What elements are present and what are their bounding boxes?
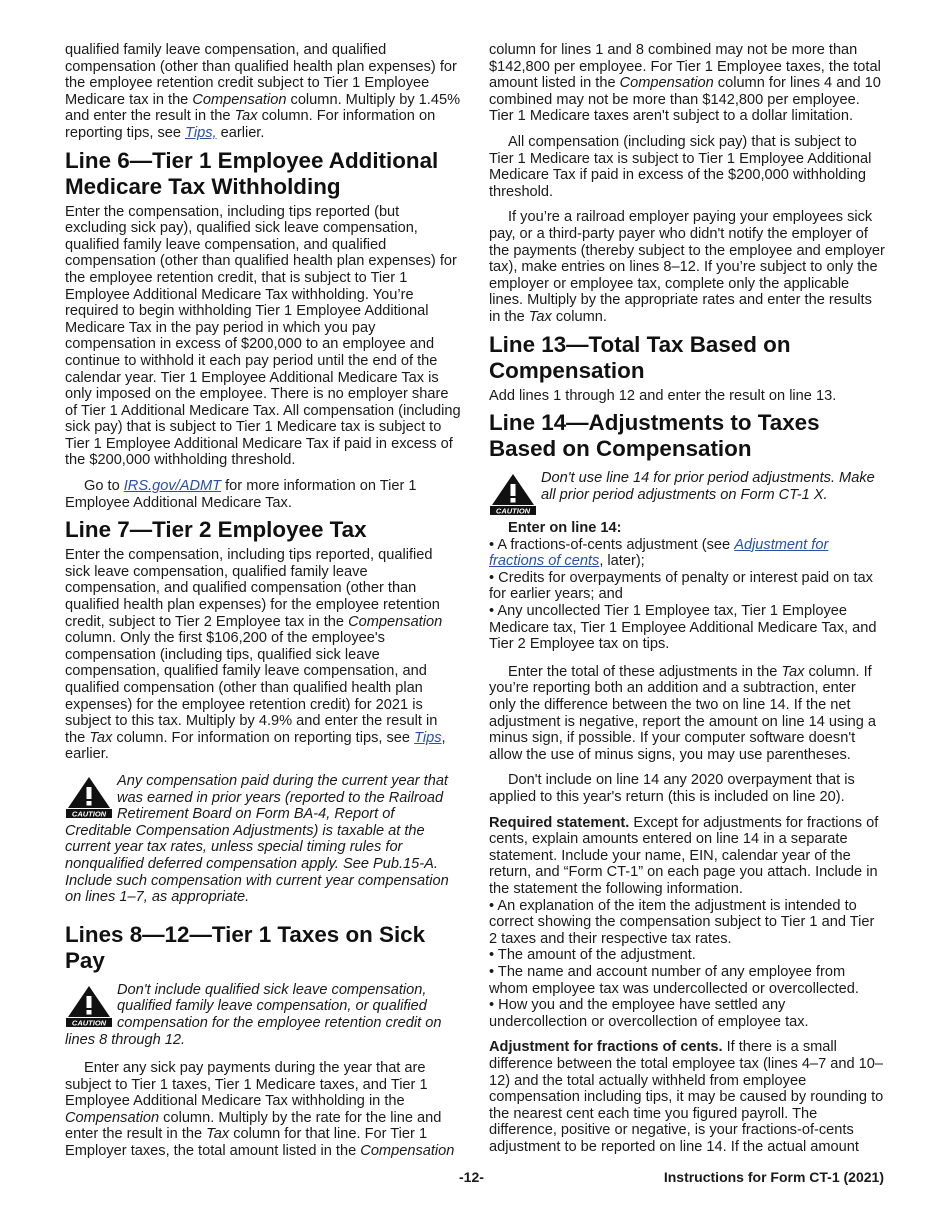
caution-note-3	[489, 470, 885, 516]
caution-label: CAUTION	[71, 1018, 107, 1028]
adjustment-fractions-link[interactable]: Adjustment for fractions of cents	[489, 536, 829, 570]
heading-line-6: Line 6—Tier 1 Employee Additional Medicare Tax Withholding	[65, 147, 439, 199]
bullet-fractions: • A fractions-of-cents adjustment (see Adjustment for fractions of cents, later);	[489, 536, 829, 570]
admt-paragraph: Go to IRS.gov/ADMT for more information on Tier 1 Employee Additional Medicare Tax.	[65, 478, 417, 511]
caution-label: CAUTION	[495, 506, 531, 516]
caution-label: CAUTION	[71, 809, 107, 819]
caution-text-3: Don't use line 14 for prior period adjustments. Make all prior period adjustments on Form CT-1 X.	[541, 470, 875, 503]
bullet-uncollected: • Any uncollected Tier 1 Employee tax, Tier 1 Employee Medicare tax, Tier 1 Employee Additional Medicare Tax, and Tier 2 Employee tax on tips.	[489, 603, 877, 653]
overpayment-paragraph: Don't include on line 14 any 2020 overpayment that is applied to this year's return (this is included on line 20).	[489, 772, 855, 805]
bullet-overpayments: • Credits for overpayments of penalty or interest paid on tax for earlier years; and	[489, 569, 873, 603]
left-column	[65, 42, 461, 1160]
irs-admt-link[interactable]: IRS.gov/ADMT	[123, 478, 222, 495]
caution-text-1: Any compensation paid during the current year that was earned in prior years (reported to the Railroad Retirement Board on Form BA-4, Report of Creditable Compensation Adjustments) is taxable at the current year tax rates, unless special timing rules for nonqualified deferred compensation apply. See Pub.15-A. Include such compensation with current year compensation on lines 1–7, as appropriate.	[65, 772, 449, 906]
line-6-paragraph: Enter the compensation, including tips reported (but excluding sick pay), qualified sick leave compensation, qualified family leave compensation, and qualified compensation (other than qualified health plan expenses) for the employee retention credit, that is subject to Tier 1 Employee Additional Medicare Tax withholding. You’re required to begin withholding Tier 1 Employee Additional Medicare Tax in the pay period in which you pay compensation in excess of $200,000 to an employee and continue to withhold it each pay period until the end of the calendar year. Tier 1 Employee Additional Medicare Tax is only imposed on the employee. There is no employer share of Tier 1 Additional Medicare Tax. All compensation (including sick pay) that is subject to Tier 1 Medicare tax is subject to Tier 1 Employee Additional Medicare Tax if paid in excess of the $200,000 withholding threshold.	[65, 203, 461, 469]
continued-paragraph: column for lines 1 and 8 combined may not be more than $142,800 per employee. For Tier 1 Employee taxes, the total amount listed in the Compensation column for lines 4 and 10 combined may not be more than $142,800 per employee. Tier 1 Medicare taxes aren't subject to a dollar limitation.	[489, 42, 881, 125]
bullet-explanation: • An explanation of the item the adjustment is intended to correct showing the compensation subject to Tier 1 and Tier 2 taxes and their respective tax rates.	[489, 897, 875, 947]
line-7-paragraph: Enter the compensation, including tips reported, qualified sick leave compensation, qualified family leave compensation, and qualified compensation (other than qualified health plan expenses) for the employee retention credit, subject to Tier 2 Employee tax in the Compensation column. Only the first $106,200 of the employee's compensation (including tips, qualified sick leave compensation, qualified family leave compensation, and qualified compensation (other than qualified health plan expenses) for the employee retention credit) for 2021 is subject to this tax. Multiply by 4.9% and enter the result in the Tax column. For information on reporting tips, see Tips, earlier.	[65, 547, 446, 763]
caution-icon	[489, 472, 537, 516]
heading-line-14: Line 14—Adjustments to Taxes Based on Compensation	[489, 410, 820, 462]
right-column	[489, 42, 885, 1155]
bullet-settled: • How you and the employee have settled any undercollection or overcollection of employee tax.	[489, 997, 809, 1030]
footer-title: Instructions for Form CT-1 (2021)	[663, 1169, 884, 1185]
required-statement-label: Required statement.	[489, 814, 630, 831]
caution-note-2	[65, 982, 461, 1048]
sick-pay-paragraph: Enter any sick pay payments during the year that are subject to Tier 1 taxes, Tier 1 Medicare taxes, and Tier 1 Employee Additional Medicare Tax withholding in the Compensation column. Multiply by the rate for the line and enter the result in the Tax column for that line. For Tier 1 Employer taxes, the total amount listed in the Compensation	[65, 1060, 455, 1160]
page-number: -12-	[459, 1169, 484, 1185]
bullet-employee-name: • The name and account number of any employee from whom employee tax was undercollected or overcollected.	[489, 963, 859, 997]
railroad-employer-paragraph: If you’re a railroad employer paying your employees sick pay, or a third-party payer who didn't notify the employer of the payments (thereby subject to the employee and employer tax), make entries on lines 8–12. If you’re subject to only the employer or employee tax, complete only the applicable lines. Multiply by the appropriate rates and enter the results in the Tax column.	[489, 209, 885, 325]
tips-link-2[interactable]: Tips	[414, 729, 442, 746]
caution-icon	[65, 775, 113, 819]
required-statement-paragraph: Required statement. Except for adjustments for fractions of cents, explain amounts entered on line 14 in a separate statement. Include your name, EIN, calendar year of the return, and “Form CT-1” on each page you attach. Include in the statement the following information.	[489, 814, 879, 897]
caution-note-1	[65, 773, 461, 906]
line-13-paragraph: Add lines 1 through 12 and enter the result on line 13.	[489, 387, 837, 404]
fractions-of-cents-paragraph: Adjustment for fractions of cents. If there is a small difference between the total employee tax (lines 4–7 and 10–12) and the total actually withheld from employee compensation including tips, it may be caused by rounding to the nearest cent each time you figured payroll. The difference, positive or negative, is your fractions-of-cents adjustment to be reported on line 14. If the actual amount	[489, 1039, 884, 1155]
adjustments-total-paragraph: Enter the total of these adjustments in the Tax column. If you’re reporting both an addition and a subtraction, enter only the difference between the two on line 14. If the net adjustment is negative, report the amount on line 14 using a minus sign, if possible. If your computer software doesn't allow the use of minus signs, you may use parentheses.	[489, 663, 876, 763]
intro-paragraph: qualified family leave compensation, and qualified compensation (other than qualified health plan expenses) for the employee retention credit subject to Tier 1 Employee Medicare tax in the Compensation column. Multiply by 1.45% and enter the result in the Tax column. For information on reporting tips, see Tips, earlier.	[65, 42, 461, 141]
caution-text-2: Don't include qualified sick leave compensation, qualified family leave compensation, or qualified compensation for the employee retention credit on lines 8 through 12.	[65, 981, 442, 1048]
caution-icon	[65, 984, 113, 1028]
heading-line-7: Line 7—Tier 2 Employee Tax	[65, 517, 367, 543]
medicare-paragraph: All compensation (including sick pay) that is subject to Tier 1 Medicare tax is subject to Tier 1 Employee Additional Medicare Tax if paid in excess of the $200,000 withholding threshold.	[489, 133, 872, 200]
heading-line-13: Line 13—Total Tax Based on Compensation	[489, 331, 791, 383]
fractions-of-cents-label: Adjustment for fractions of cents.	[489, 1039, 723, 1056]
enter-on-line-14-heading: Enter on line 14:	[508, 520, 622, 537]
heading-lines-8-12: Lines 8—12—Tier 1 Taxes on Sick Pay	[65, 921, 426, 973]
tips-link[interactable]: Tips,	[185, 124, 217, 141]
bullet-amount: • The amount of the adjustment.	[489, 947, 696, 964]
